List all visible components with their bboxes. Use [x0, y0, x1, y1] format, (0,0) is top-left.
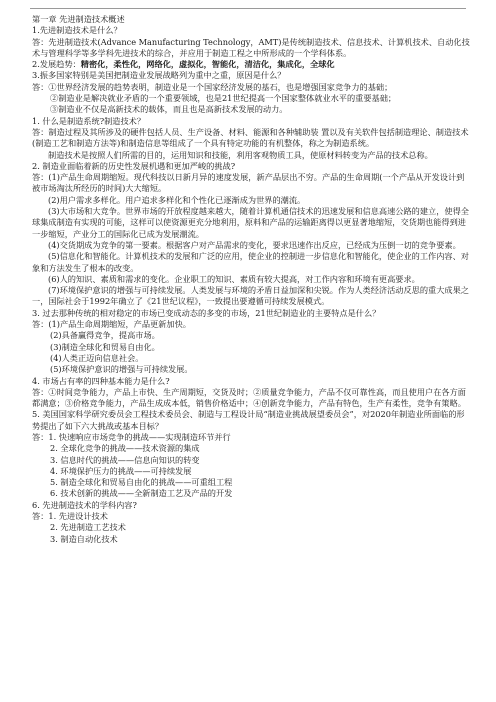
question-4: 1. 什么是制造系统?制造技术？	[32, 115, 146, 126]
question-1: 1.先进制造技术是什么？	[32, 25, 122, 36]
answer-5-item-3: (3)大市场和大竞争。世界市场的开放程度越来越大，随着计算机通信技术的迅速发展和信息高速公路的建立，使得全球集成制造有实现的可能，这样可以使资源更充分地利用，原料和产品的运输距离得以更显著地缩短，交货期也能得到进一步缩短，产业分工的国际化已成为发展潮流。	[32, 206, 469, 239]
answer-8-item-2: 2. 全球化竞争的挑战——技术资源的集成	[50, 443, 200, 454]
answer-6-item-4: (4)人类正迈向信息社会。	[50, 352, 144, 363]
answer-8-item-6: 6. 技术创新的挑战——全新制造工艺及产品的开发	[50, 488, 233, 499]
answer-5-item-5: (5)信息化和智能化。计算机技术的发展和广泛的应用，使企业的控制进一步信息化和智能化，使企业的工作内容、对象和方法发生了根本的改变。	[32, 251, 469, 273]
header-rule	[30, 8, 466, 9]
answer-8-item-5: 5. 制造全球化和贸易自由化的挑战——可重组工程	[50, 477, 233, 488]
chapter-title: 第一章 先进制造技术概述	[32, 14, 125, 24]
answer-6-item-3: (3)制造全球化和贸易自由化。	[50, 341, 160, 352]
question-2	[32, 59, 470, 70]
document-body	[32, 14, 470, 545]
answer-7: 答：①时间竞争能力，产品上市快、生产周期短，交货及时；②质量竞争能力，产品不仅可靠性高，而且使用户在各方面都满意；③价格竞争能力，产品生成成本低，销售价格适中；④创新竞争能力，产品有特色，生产有柔性，竞争有策略。	[32, 386, 466, 409]
answer-6-item-5: (5)环境保护意识的增强与可持续发展。	[50, 364, 193, 375]
answer-9-item-2: 2. 先进制造工艺技术	[50, 522, 126, 533]
question-3: 3.振多国家特别是美国把制造业发展战略列为重中之重，原因是什么？	[32, 70, 286, 81]
question-8: 5. 美国国家科学研究委员会工程技术委员会、制造与工程设计局“制造业挑战展望委员会”，对2020年制造业所面临的形势提出了如下六大挑战或基本目标？	[32, 409, 465, 431]
question-6: 3. 过去那种传统的相对稳定的市场已变成动态的多变的市场，21世纪制造业的主要特点是什么？	[32, 307, 381, 318]
answer-4-para-1: 答：制造过程及其所涉及的硬件包括人员、生产设备、材料、能源和各种辅助装 置以及有关软件包括制造理论、制造技术(制造工艺和制造方法等)和制造信息等组成了一个具有特定功能的有机整体，称之为制造系统。	[32, 126, 469, 149]
answer-3-line-3: ③制造业不仅是高新技术的载体，而且也是高新技术发展的动力。	[50, 104, 288, 115]
answer-3-line-1: 答：①世界经济发展的趋势表明，制造业是一个国家经济发展的基石，也是增强国家竞争力的基础；	[32, 81, 393, 92]
answer-9-item-3: 3. 制造自动化技术	[50, 533, 118, 544]
answer-8-item-3: 3. 信息时代的挑战——信息向知识的转变	[50, 454, 200, 465]
question-2-trends: 精密化，柔性化，网络化，虚拟化，智能化，清洁化，集成化，全球化	[80, 59, 335, 70]
answer-9-item-1: 答：1. 先进设计技术	[32, 511, 108, 522]
answer-6-item-1: 答：(1)产品生命周期缩短，产品更新加快。	[32, 319, 191, 330]
question-2-prefix: 2.发展趋势：	[32, 59, 81, 70]
answer-3-line-2: ②制造业是解决就业矛盾的一个重要领域，也是21世纪提高一个国家整体就业水平的重要基础；	[50, 93, 397, 104]
answer-5-item-7: (7)环境保护意识的增强与可持续发展。人类发展与环境的矛盾日益加深和尖锐。作为人类经济活动反思的重大成果之一，国际社会于1992年确立了《21世纪议程》，一致提出要遵循可持续发展模式。	[32, 285, 469, 307]
answer-5-item-4: (4)交货期成为竞争的第一要素。根据客户对产品需求的变化，要求迅速作出反应，已经成为压倒一切的竞争要素。	[48, 239, 461, 250]
question-7: 4. 市场占有率的四种基本能力是什么?	[32, 375, 170, 386]
answer-8-item-4: 4. 环境保护压力的挑战——可持续发展	[50, 465, 192, 476]
answer-5-item-2: (2)用户需求多样化。用户追求多样化和个性化已逐渐成为世界的潮流。	[48, 194, 306, 205]
answer-1: 答：先进制造技术(Advance Manufacturing Technology，AMT)是传统制造技术、信息技术、计算机技术、自动化技术与管理科学等多学科先进技术的综合，并应用于制造工程之中所形成的一个学科体系。	[32, 36, 470, 58]
question-9: 6. 先进制造技术的学科内容?	[32, 499, 137, 510]
question-5: 2. 制造业面临着新的历史性发展机遇和更加严峻的挑战?	[32, 160, 236, 171]
answer-5-item-6: (6)人的知识、素质和需求的变化。企业职工的知识、素质有较大提高，对工作内容和环境有更高要求。	[48, 273, 420, 284]
answer-5-item-1: 答：(1)产品生命周期缩短。现代科技以日新月异的速度发展，新产品层出不穷。产品的生命周期(一个产品从开发设计到被市场淘汰所经历的时间)大大缩短。	[32, 172, 465, 194]
answer-6-item-2: (2)具备赢得竞争，提高市场。	[50, 330, 160, 341]
answer-4-para-2: 制造技术是按照人们所需的目的，运用知识和技能，利用客观物质工具，使原材料转变为产品的技术总称。	[48, 149, 433, 160]
answer-8-item-1: 答：1. 快速响应市场竞争的挑战——实现制造环节并行	[32, 431, 231, 442]
